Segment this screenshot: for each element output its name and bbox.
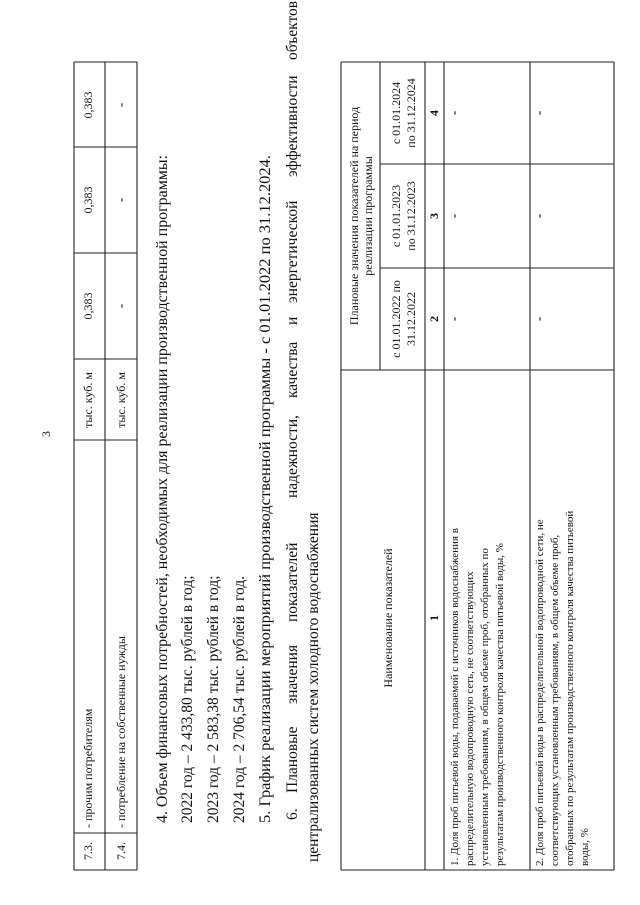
paragraph-6-word: показателей bbox=[284, 542, 301, 622]
column-number: 1 bbox=[427, 615, 441, 621]
table-row-num: 7.3. bbox=[81, 842, 95, 860]
indicator-2-line: воды, % bbox=[579, 828, 591, 866]
table-row-value-2023: - bbox=[113, 197, 128, 203]
header-period-2022-line2: 31.12.2022 bbox=[404, 292, 418, 346]
table-row-name: - потребление на собственные нужды bbox=[114, 636, 128, 828]
indicator-2-line: отобранных по результатам производственного контроля качества питьевой bbox=[564, 510, 576, 866]
indicator-1-line: результатам производственного контроля качества питьевой воды, % bbox=[494, 543, 506, 866]
paragraph-4-2023: 2023 год – 2 583,38 тыс. рублей в год; bbox=[205, 575, 222, 823]
column-number: 3 bbox=[427, 213, 441, 219]
table-row-value-2024: - bbox=[113, 102, 128, 108]
paragraph-6-word: и bbox=[284, 316, 301, 325]
paragraph-4-2024: 2024 год – 2 706,54 тыс. рублей в год. bbox=[231, 575, 248, 823]
header-period-2023-line1: с 01.01.2023 bbox=[389, 184, 403, 248]
header-period-2022-line1: с 01.01.2022 по bbox=[389, 280, 403, 358]
header-indicator-name: Наименование показателей bbox=[381, 548, 395, 688]
table-row-value-2023: 0,383 bbox=[81, 186, 95, 214]
paragraph-6-second-line: централизованных систем холодного водоснабжения bbox=[305, 512, 322, 862]
paragraph-6-word: Плановые bbox=[284, 726, 301, 793]
page-number: 3 bbox=[39, 431, 53, 437]
indicator-1-line: распределительную водопроводную сеть, не соответствующих bbox=[464, 571, 476, 866]
indicator-2-line: 2. Доля проб питьевой воды в распределительной водопроводной сети, не bbox=[534, 519, 546, 866]
paragraph-6-word: качества bbox=[284, 341, 301, 398]
header-planned-values-line1: Плановые значения показателей на период bbox=[347, 106, 361, 326]
paragraphs bbox=[154, 1, 322, 862]
indicator-2-value-2023: - bbox=[531, 213, 546, 219]
table-row-num: 7.4. bbox=[114, 842, 128, 860]
table-row-name: - прочим потребителям bbox=[81, 708, 95, 828]
paragraph-6-word: 6. bbox=[284, 808, 301, 820]
paragraph-6-word: значения bbox=[284, 644, 301, 704]
paragraph-6-word: надежности, bbox=[284, 415, 301, 498]
table-row-value-2022: 0,383 bbox=[81, 292, 95, 320]
table-row-value-2024: 0,383 bbox=[81, 91, 95, 119]
top-table bbox=[74, 62, 137, 870]
header-planned-values-line2: реализации программы bbox=[361, 156, 375, 276]
indicator-1-value-2024: - bbox=[446, 110, 461, 116]
header-period-2024-line1: с 01.01.2024 bbox=[389, 81, 403, 145]
paragraph-6-word: объектов bbox=[284, 0, 301, 60]
indicator-1-value-2022: - bbox=[446, 316, 461, 322]
table-row-unit: тыс. куб. м bbox=[81, 372, 95, 428]
column-number: 4 bbox=[427, 110, 441, 116]
paragraph-6-word: энергетической bbox=[284, 200, 301, 303]
indicator-2-value-2022: - bbox=[531, 316, 546, 322]
indicator-2-value-2024: - bbox=[531, 110, 546, 116]
paragraph-6-word: эффективности bbox=[284, 75, 301, 177]
indicator-2-line: соответствующих установленным требованиям, в общем объеме проб, bbox=[549, 534, 561, 866]
indicator-1-value-2023: - bbox=[446, 213, 461, 219]
paragraph-4: 4. Объем финансовых потребностей, необходимых для реализации производственной программы: bbox=[154, 173, 171, 823]
table-row-value-2022: - bbox=[113, 303, 128, 309]
paragraph-4-2022: 2022 год – 2 433,80 тыс. рублей в год; bbox=[179, 575, 196, 823]
indicator-1-line: установленным требованиям, в общем объеме проб, отобранных по bbox=[479, 548, 491, 866]
indicators-table bbox=[341, 62, 614, 870]
header-period-2024-line2: по 31.12.2024 bbox=[404, 78, 418, 148]
table-row-unit: тыс. куб. м bbox=[114, 372, 128, 428]
indicator-1-line: 1. Доля проб питьевой воды, подаваемой с источников водоснабжения в bbox=[449, 528, 461, 866]
header-period-2023-line2: по 31.12.2023 bbox=[404, 181, 418, 251]
paragraph-6-first-line bbox=[284, 1, 301, 820]
paragraph-5: 5. График реализации мероприятий производственной программы - с 01.01.2022 по 31.12.2024. bbox=[257, 194, 274, 823]
column-number: 2 bbox=[427, 316, 441, 322]
